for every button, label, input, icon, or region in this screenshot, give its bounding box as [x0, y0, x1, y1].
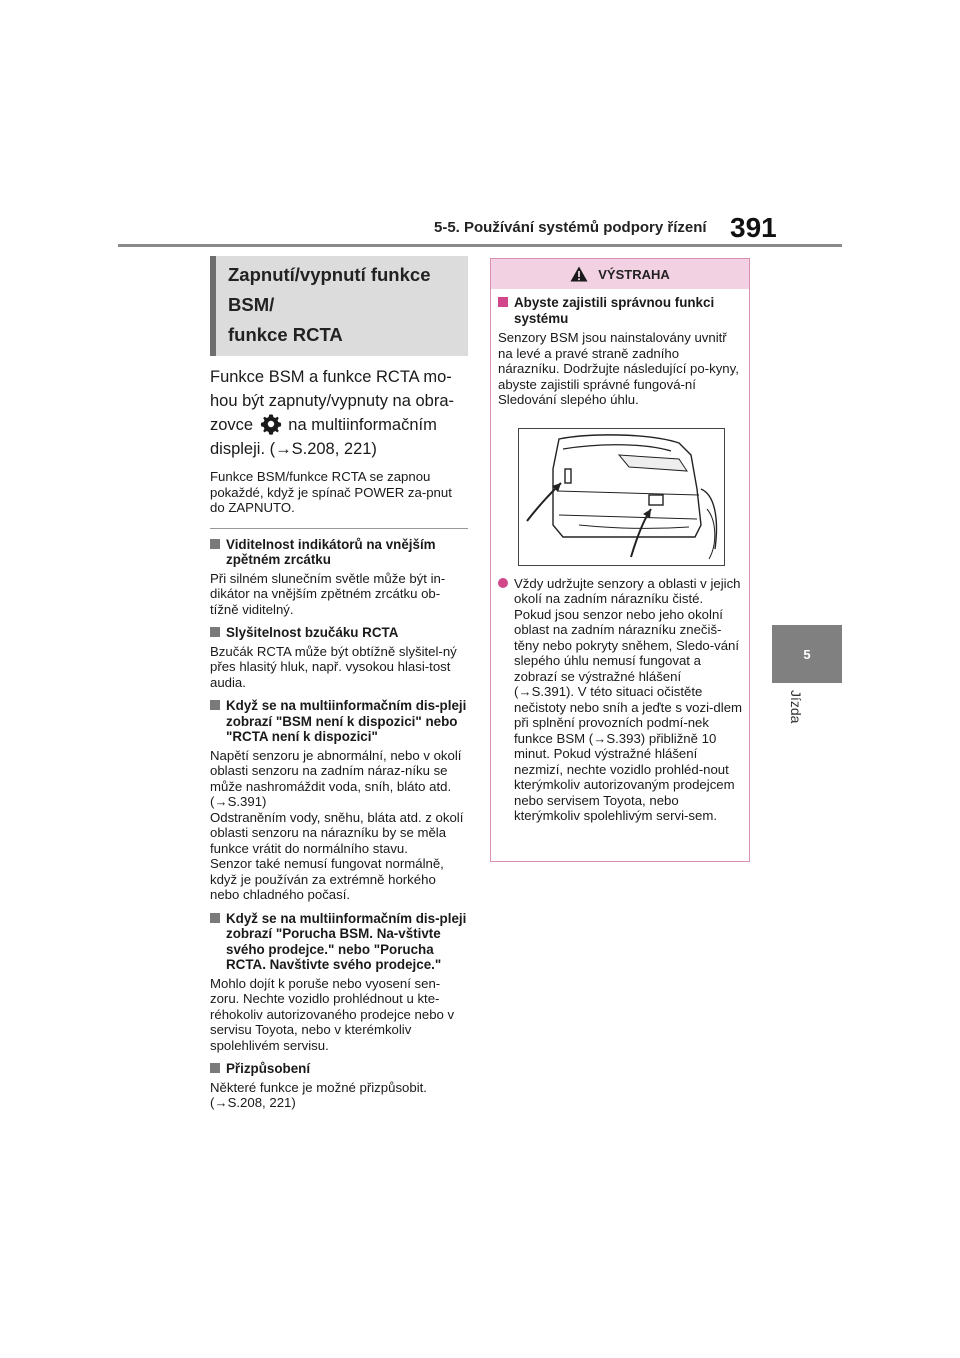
main-column: [210, 256, 468, 1111]
info-item-title: Když se na multiinformačním dis-pleji zobrazí "BSM není k dispozici" nebo "RCTA není k dispozici": [226, 698, 467, 744]
warning-bullet-text: Vždy udržujte senzory a oblasti v jejich okolí na zadním nárazníku čisté. Pokud jsou senzor nebo jeho okolní oblast na zadním nárazníku znečiš-těny nebo pokryty sněhem, Sledo-vání slepého úhlu nemusí fungovat a zobrazí se výstražné hlášení (→S.391). V této situaci očistěte nečistoty nebo sníh a jeďte s vozi-dlem při splnění provozních podmí-nek funkce BSM (→S.393) přibližně 10 minut. Pokud výstražné hlášení nezmizí, nechte vozidlo prohléd-nout kterýmkoliv autorizovaným prodejcem nebo servisem Toyota, nebo kterýmkoliv spolehlivým servi-sem.: [514, 575, 743, 823]
square-bullet-icon: [498, 297, 508, 307]
header-divider: [118, 244, 842, 247]
info-item-body: Bzučák RCTA může být obtížně slyšitel-ný přes hlasitý hluk, např. vysokou hlasi-tost audia.: [210, 643, 457, 690]
page-number: 391: [730, 212, 777, 243]
intro-paragraph: [210, 366, 468, 461]
info-item: [210, 698, 468, 903]
section-title: [210, 256, 468, 356]
warning-bullet: [498, 576, 743, 824]
info-item: [210, 911, 468, 1054]
info-item-title: Když se na multiinformačním dis-pleji zobrazí "Porucha BSM. Na-vštivte svého prodejce." nebo "Porucha RCTA. Navštivte svého prodejce.": [226, 910, 467, 972]
gear-icon: [260, 413, 282, 435]
info-item-body: Napětí senzoru je abnormální, nebo v okolí oblasti senzoru na zadním náraz-níku se může nashromáždit voda, sníh, bláto atd. (→S.391) Odstraněním vody, sněhu, bláta atd. z okolí oblasti senzoru na nárazníku by se měla funkce vrátit do normálního stavu. Senzor také nemusí fungovat normálně, když je používán za extrémně horkého nebo chladného počasí.: [210, 747, 464, 902]
info-item-body: Některé funkce je možné přizpůsobit. (→S.208, 221): [210, 1079, 427, 1110]
warning-box: [490, 258, 750, 862]
square-bullet-icon: [210, 700, 220, 710]
square-bullet-icon: [210, 627, 220, 637]
chapter-tab[interactable]: 5: [772, 625, 842, 683]
warning-text: Senzory BSM jsou nainstalovány uvnitř na levé a pravé straně zadního nárazníku. Dodržujte následující po-kyny, abyste zajistili správné fungová-ní Sledování slepého úhlu.: [498, 330, 739, 407]
info-item-body: Mohlo dojít k poruše nebo vyosení sen-zoru. Nechte vozidlo prohlédnout u kte-réhokoliv autorizovaného prodejce nebo v servisu Toyota, nebo v kterémkoliv spolehlivém servisu.: [210, 975, 455, 1053]
info-item-title: Viditelnost indikátorů na vnějším zpětném zrcátku: [226, 536, 436, 567]
square-bullet-icon: [210, 913, 220, 923]
chapter-tab-label: Jízda: [788, 690, 804, 724]
intro-text-part1: Funkce BSM a funkce RCTA mo-hou být zapnuty/vypnuty na obra-zovce: [210, 368, 454, 434]
warning-subtitle: Abyste zajistili správnou funkci systému: [514, 295, 715, 326]
info-item-body: Při silném slunečním světle může být in-dikátor na vnějším zpětném zrcátku ob-tížně viditelný.: [210, 570, 446, 617]
info-item: [210, 537, 468, 618]
intro-note: Funkce BSM/funkce RCTA se zapnou pokaždé, když je spínač POWER za-pnut do ZAPNUTO.: [210, 469, 452, 515]
info-item-title: Přizpůsobení: [226, 1061, 311, 1076]
info-item: [210, 625, 468, 690]
info-item-title: Slyšitelnost bzučáku RCTA: [226, 625, 399, 640]
section-title-line2: funkce RCTA: [228, 324, 343, 345]
chapter-title: 5-5. Používání systémů podpory řízení: [434, 219, 707, 236]
square-bullet-icon: [210, 539, 220, 549]
intro-text-part2: na multiinformačním displeji. (→S.208, 221): [210, 416, 437, 458]
warning-label: VÝSTRAHA: [598, 266, 670, 282]
rear-bumper-sensor-illustration: [518, 428, 725, 566]
warning-header: [491, 259, 749, 289]
divider: [210, 528, 468, 529]
section-title-line1: Zapnutí/vypnutí funkce BSM/: [228, 264, 431, 315]
warning-triangle-icon: [570, 266, 588, 282]
info-item: [210, 1061, 468, 1111]
square-bullet-icon: [210, 1063, 220, 1073]
round-bullet-icon: [498, 578, 508, 588]
